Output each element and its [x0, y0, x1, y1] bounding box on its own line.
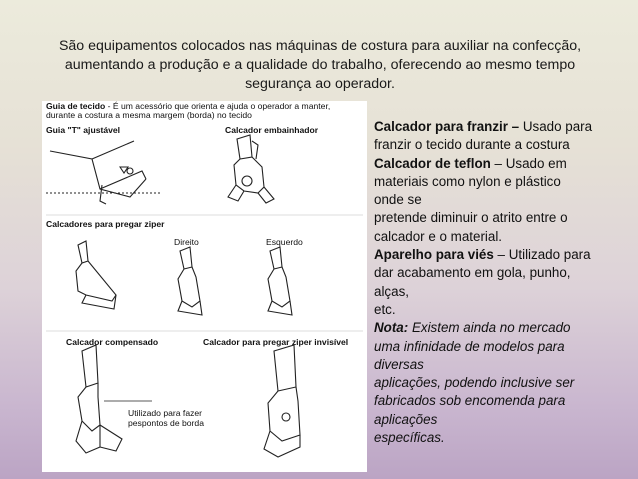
nota-line7: específicas.	[374, 430, 445, 446]
esquerdo-label: Esquerdo	[266, 237, 303, 247]
hemmer-foot-drawing	[228, 135, 274, 203]
nota-line6: aplicações	[374, 411, 438, 427]
nota-line1: Nota: Existem ainda no mercado	[374, 320, 571, 336]
fabric-guide-caption-line2: durante a costura a mesma margem (borda) no tecido	[46, 110, 252, 120]
vies-line1: Aparelho para viés – Utilizado para	[374, 247, 591, 263]
invisible-zipper-foot-drawing	[264, 345, 300, 457]
vies-line3: alças,	[374, 283, 409, 299]
vies-line2: dar acabamento em gola, punho,	[374, 265, 571, 281]
zipper-foot-3-drawing	[268, 247, 292, 315]
fabric-guide-caption-line1: Guia de tecido - É um acessório que orienta e ajuda o operador a manter,	[46, 101, 331, 111]
fabric-guide-drawing	[46, 141, 162, 204]
right-text-column	[374, 118, 614, 447]
nota-line4: aplicações, podendo inclusive ser	[374, 375, 575, 391]
nota-line2: uma infinidade de modelos para	[374, 338, 565, 354]
calcador-embainhador-label: Calcador embainhador	[225, 125, 319, 135]
teflon-line1: Calcador de teflon – Usado em	[374, 155, 567, 171]
nota-line3: diversas	[374, 356, 424, 372]
nota-line5: fabricados sob encomenda para	[374, 393, 566, 409]
teflon-line3: onde se	[374, 192, 422, 208]
zipper-foot-1-drawing	[76, 241, 116, 309]
teflon-line5: calcador e o material.	[374, 228, 503, 244]
calcador-ziper-invisivel-label: Calcador para pregar ziper invisível	[203, 337, 349, 347]
teflon-line2: materiais como nylon e plástico	[374, 173, 561, 189]
guia-t-label: Guia "T" ajustável	[46, 125, 121, 135]
vies-line4: etc.	[374, 301, 396, 317]
calcador-compensado-label: Calcador compensado	[66, 337, 159, 347]
teflon-line4: pretende diminuir o atrito entre o	[374, 210, 568, 226]
compensating-foot-drawing	[76, 345, 152, 453]
utilizado-label-line2: pespontos de borda	[128, 418, 204, 428]
calcadores-ziper-label: Calcadores para pregar ziper	[46, 219, 165, 229]
direito-label: Direito	[174, 237, 199, 247]
presser-feet-figure	[42, 101, 367, 472]
franzir-line1: Calcador para franzir – Usado para	[374, 119, 593, 134]
utilizado-label-line1: Utilizado para fazer	[128, 408, 203, 418]
franzir-line2: franzir o tecido durante a costura	[374, 137, 570, 153]
zipper-foot-2-drawing	[178, 247, 202, 315]
intro-paragraph: São equipamentos colocados nas máquinas de costura para auxiliar na confecção, aumentando a produção e a qualidade do trabalho, oferecendo ao mesmo tempo segurança ao operador.	[58, 38, 582, 92]
presser-feet-illustration	[42, 101, 367, 472]
